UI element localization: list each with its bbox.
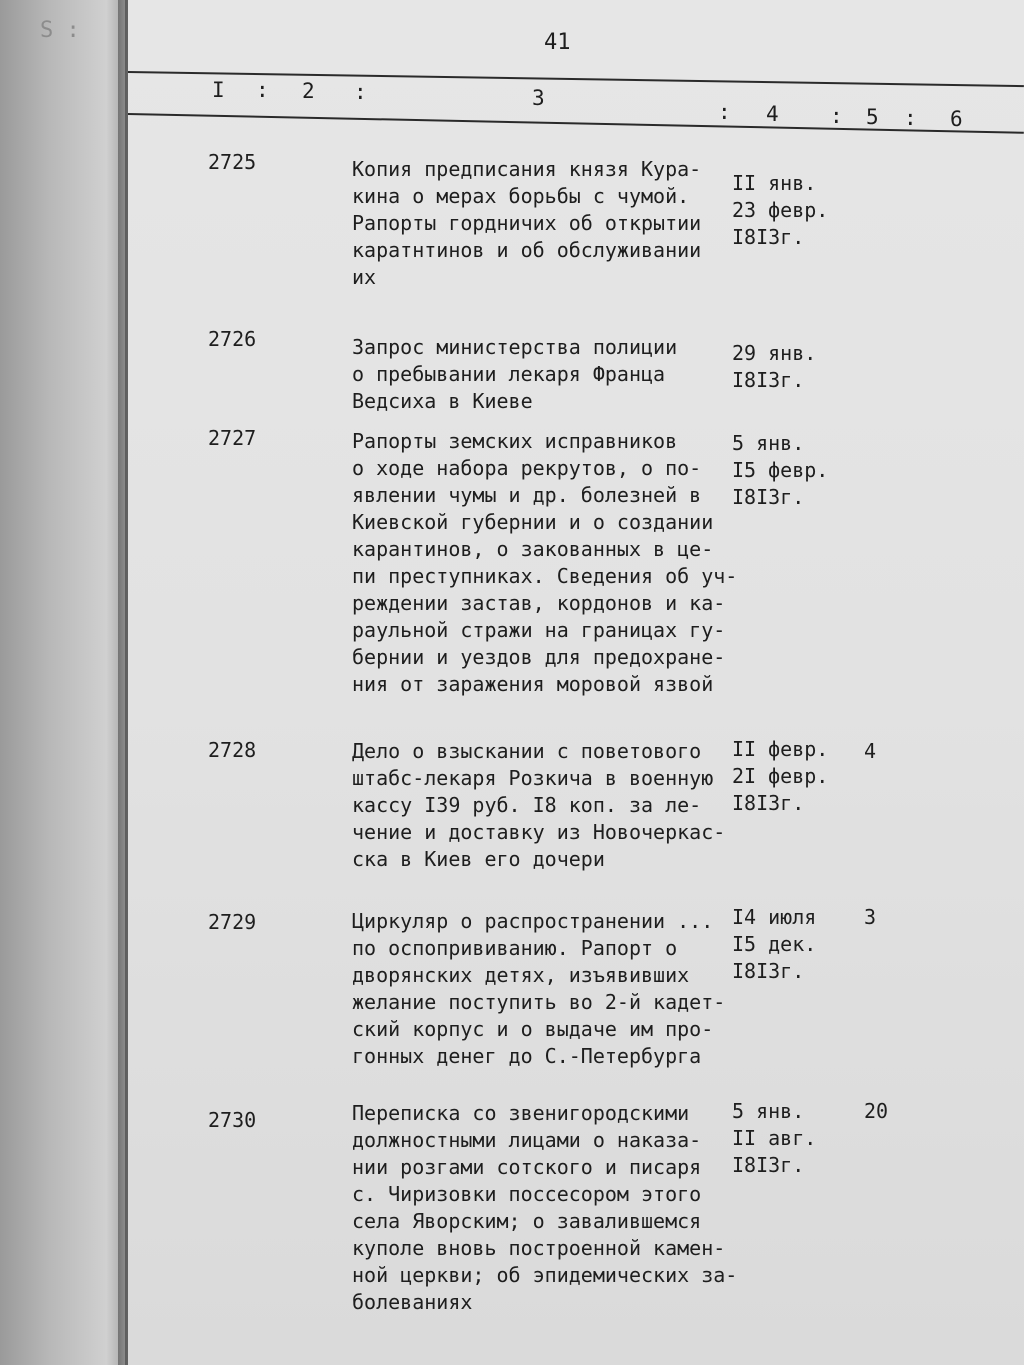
column-header-2: 2 xyxy=(302,79,315,103)
column-separator: : xyxy=(256,78,269,102)
entry-dates: 5 янв. II авг. I8I3г. xyxy=(732,1099,817,1177)
column-separator: : xyxy=(354,80,367,104)
entry-number: 2729 xyxy=(208,910,257,934)
entry-dates: 5 янв. I5 февр. I8I3г. xyxy=(732,431,829,509)
column-header-6: 6 xyxy=(950,107,963,131)
entry-number: 2726 xyxy=(208,327,257,351)
column-header-1: I xyxy=(212,78,225,102)
entry-title: Дело о взыскании с поветового штабс-лекаря Розкича в военную кассу I39 руб. I8 коп. за ле- чение и доставку из Новочеркас- ска в Киев его дочери xyxy=(352,739,726,871)
entry-sheets: 20 xyxy=(864,1099,889,1123)
entry-dates: I4 июля I5 дек. I8I3г. xyxy=(732,905,817,983)
entry-title: Переписка со звенигородскими должностными лицами о наказа- нии розгами сотского и писаря с. Чиризовки поссесором этого села Яворским; о завалившемся куполе вновь построенной камен- ной церкви; об эпидемических за- болеваниях xyxy=(352,1101,738,1314)
entry-dates: II февр. 2I февр. I8I3г. xyxy=(732,737,829,815)
column-separator: : xyxy=(718,100,731,124)
entry-dates: II янв. 23 февр. I8I3г. xyxy=(732,171,829,249)
entry-dates: 29 янв. I8I3г. xyxy=(732,341,817,392)
entry-number: 2730 xyxy=(208,1108,257,1132)
spine-label: S : xyxy=(40,18,80,43)
entry-number: 2727 xyxy=(208,426,257,450)
entry-title: Запрос министерства полиции о пребывании лекаря Франца Ведсиха в Киеве xyxy=(352,335,678,413)
entry-title: Циркуляр о распространении ... по оспопрививанию. Рапорт о дворянских детях, изъявивших желание поступить во 2-й кадет- ский корпус и о выдаче им про- гонных денег до С.-Петербурга xyxy=(352,909,726,1068)
entry-title: Копия предписания князя Кура- кина о мерах борьбы с чумой. Рапорты гордничих об открытии каратнтинов и об обслуживании их xyxy=(352,157,702,289)
column-separator: : xyxy=(904,106,917,130)
binding-spine xyxy=(0,0,125,1365)
entry-sheets: 4 xyxy=(864,739,877,763)
entry-title: Рапорты земских исправников о ходе набора рекрутов, о по- явлении чумы и др. болезней в Киевской губернии и о создании карантинов, о закованных в це- пи преступниках. Сведения об уч- реждении застав, кордонов и ка- раульной стражи на границах гу- бернии и уездов для предохране- ния от заражения моровой язвой xyxy=(352,429,738,696)
page-number: 41 xyxy=(544,30,571,55)
entry-sheets: 3 xyxy=(864,905,877,929)
entry-number: 2725 xyxy=(208,150,257,174)
document-page xyxy=(128,0,1024,1365)
column-header-5: 5 xyxy=(866,105,879,129)
column-separator: : xyxy=(830,104,843,128)
header-rule-bottom xyxy=(128,113,1024,134)
column-header-4: 4 xyxy=(766,102,779,126)
column-header-3: 3 xyxy=(532,86,545,110)
entry-number: 2728 xyxy=(208,738,257,762)
